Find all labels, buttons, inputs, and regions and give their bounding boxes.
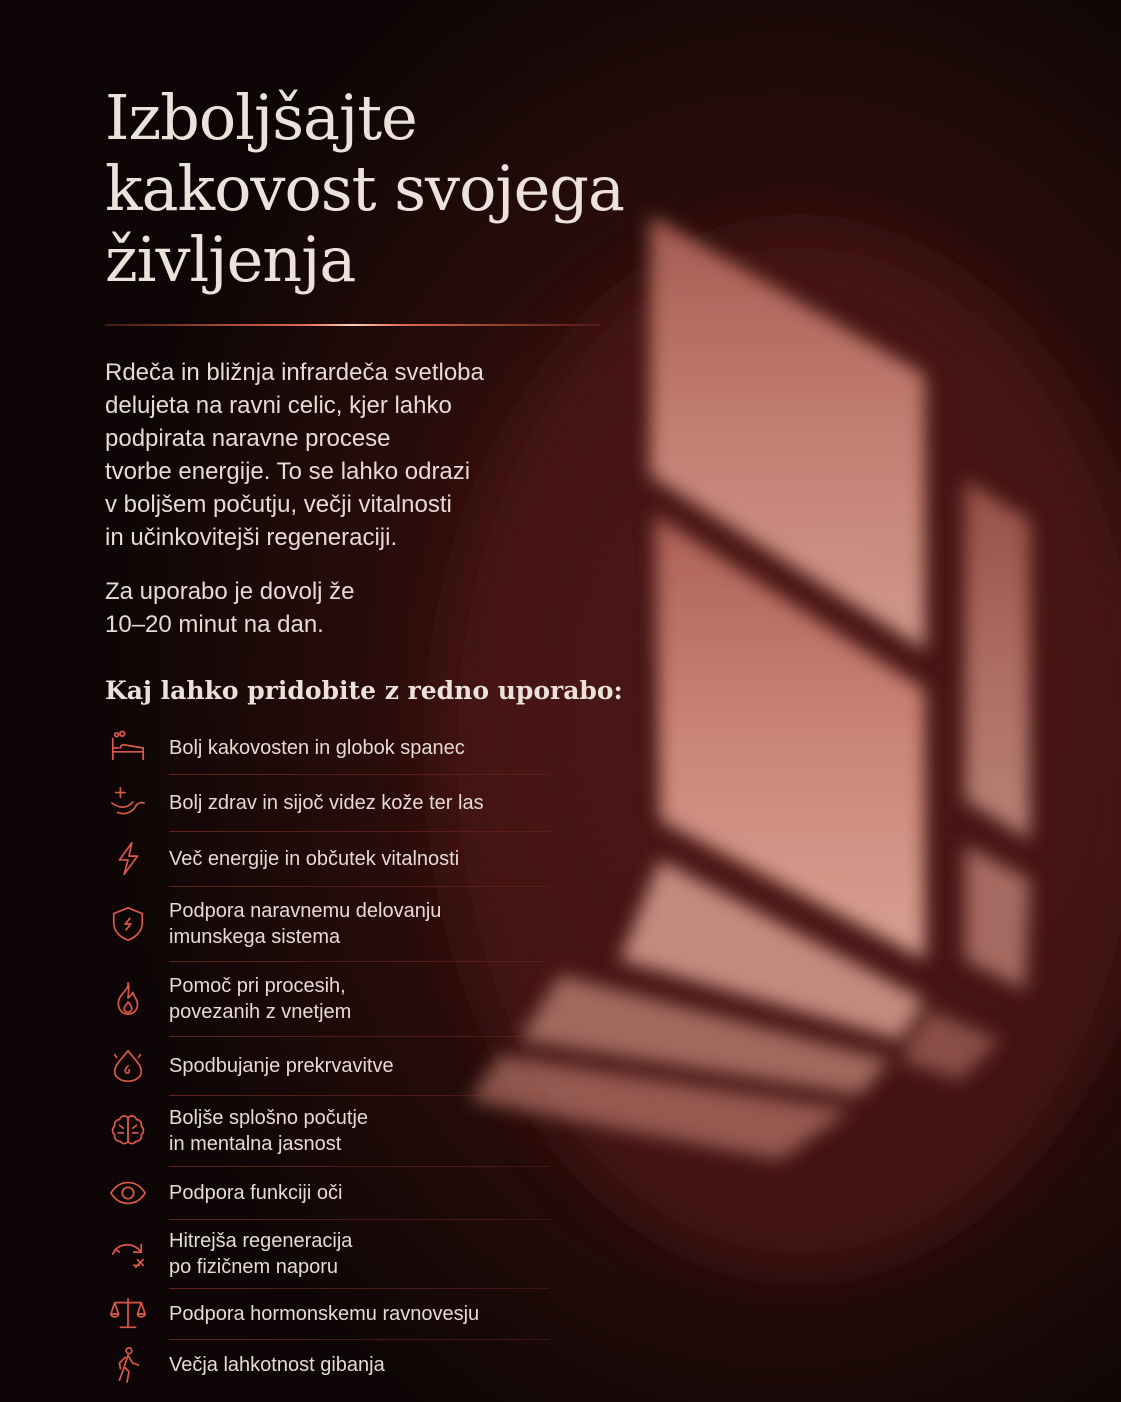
intro-line: in učinkovitejši regeneraciji. <box>105 524 398 551</box>
benefit-line: Podpora hormonskemu ravnovesju <box>169 1303 480 1325</box>
benefit-text <box>169 1301 479 1327</box>
intro-line: podpirata naravne procese <box>105 425 391 452</box>
usage-paragraph <box>105 575 355 641</box>
brain-icon <box>105 1111 151 1151</box>
benefit-text <box>169 973 351 1025</box>
title-divider <box>105 324 600 326</box>
title-line: kakovost svojega <box>105 152 624 225</box>
balance-scale-icon <box>105 1294 151 1334</box>
usage-line: 10–20 minut na dan. <box>105 611 324 638</box>
benefit-line: Bolj zdrav in sijoč videz kože ter las <box>169 792 484 814</box>
benefit-line: Spodbujanje prekrvavitve <box>169 1055 394 1077</box>
benefit-text <box>169 1352 385 1378</box>
benefit-line: in mentalna jasnost <box>169 1133 342 1155</box>
bed-icon <box>105 728 151 768</box>
benefit-text <box>169 1053 394 1079</box>
benefit-text <box>169 1105 368 1157</box>
benefit-item <box>105 722 550 774</box>
title-line: Izboljšajte <box>105 81 417 154</box>
benefit-text <box>169 790 484 816</box>
benefit-line: Podpora funkciji oči <box>169 1182 343 1204</box>
benefits-list <box>105 722 550 1390</box>
usage-line: Za uporabo je dovolj že <box>105 578 355 605</box>
benefit-item <box>105 832 550 886</box>
benefit-text <box>169 735 465 761</box>
walking-person-icon <box>105 1345 151 1385</box>
intro-line: tvorbe energije. To se lahko odrazi <box>105 458 471 485</box>
benefit-text <box>169 1180 342 1206</box>
benefit-text <box>169 846 459 872</box>
page-title <box>105 82 705 295</box>
title-line: življenja <box>105 223 356 296</box>
benefit-line: Podpora naravnemu delovanju <box>169 900 442 922</box>
benefit-item <box>105 1289 550 1339</box>
blood-drop-icon <box>105 1046 151 1086</box>
benefit-line: Boljše splošno počutje <box>169 1107 369 1129</box>
intro-line: v boljšem počutju, večji vitalnosti <box>105 491 452 518</box>
eye-icon <box>105 1173 151 1213</box>
benefit-line: Več energije in občutek vitalnosti <box>169 848 460 870</box>
benefits-heading: Kaj lahko pridobite z redno uporabo: <box>105 676 623 705</box>
shield-icon <box>105 904 151 944</box>
benefit-item <box>105 1340 550 1390</box>
benefit-line: po fizičnem naporu <box>169 1256 338 1278</box>
benefit-text <box>169 1228 352 1280</box>
benefit-line: Pomoč pri procesih, <box>169 975 346 997</box>
benefit-item <box>105 1167 550 1219</box>
intro-line: delujeta na ravni celic, kjer lahko <box>105 392 452 419</box>
benefit-item <box>105 775 550 831</box>
benefit-text <box>169 898 441 950</box>
recovery-arrows-icon <box>105 1234 151 1274</box>
benefit-item <box>105 887 550 961</box>
benefit-line: Bolj kakovosten in globok spanec <box>169 737 465 759</box>
benefit-item <box>105 1096 550 1166</box>
skin-sparkle-icon <box>105 783 151 823</box>
benefit-line: Večja lahkotnost gibanja <box>169 1354 385 1376</box>
lightning-icon <box>105 839 151 879</box>
benefit-item <box>105 962 550 1036</box>
intro-line: Rdeča in bližnja infrardeča svetloba <box>105 359 484 386</box>
benefit-line: povezanih z vnetjem <box>169 1001 352 1023</box>
benefit-item <box>105 1220 550 1288</box>
flame-icon <box>105 979 151 1019</box>
benefit-line: imunskega sistema <box>169 926 341 948</box>
intro-paragraph <box>105 356 484 554</box>
benefit-line: Hitrejša regeneracija <box>169 1230 353 1252</box>
benefit-item <box>105 1037 550 1095</box>
